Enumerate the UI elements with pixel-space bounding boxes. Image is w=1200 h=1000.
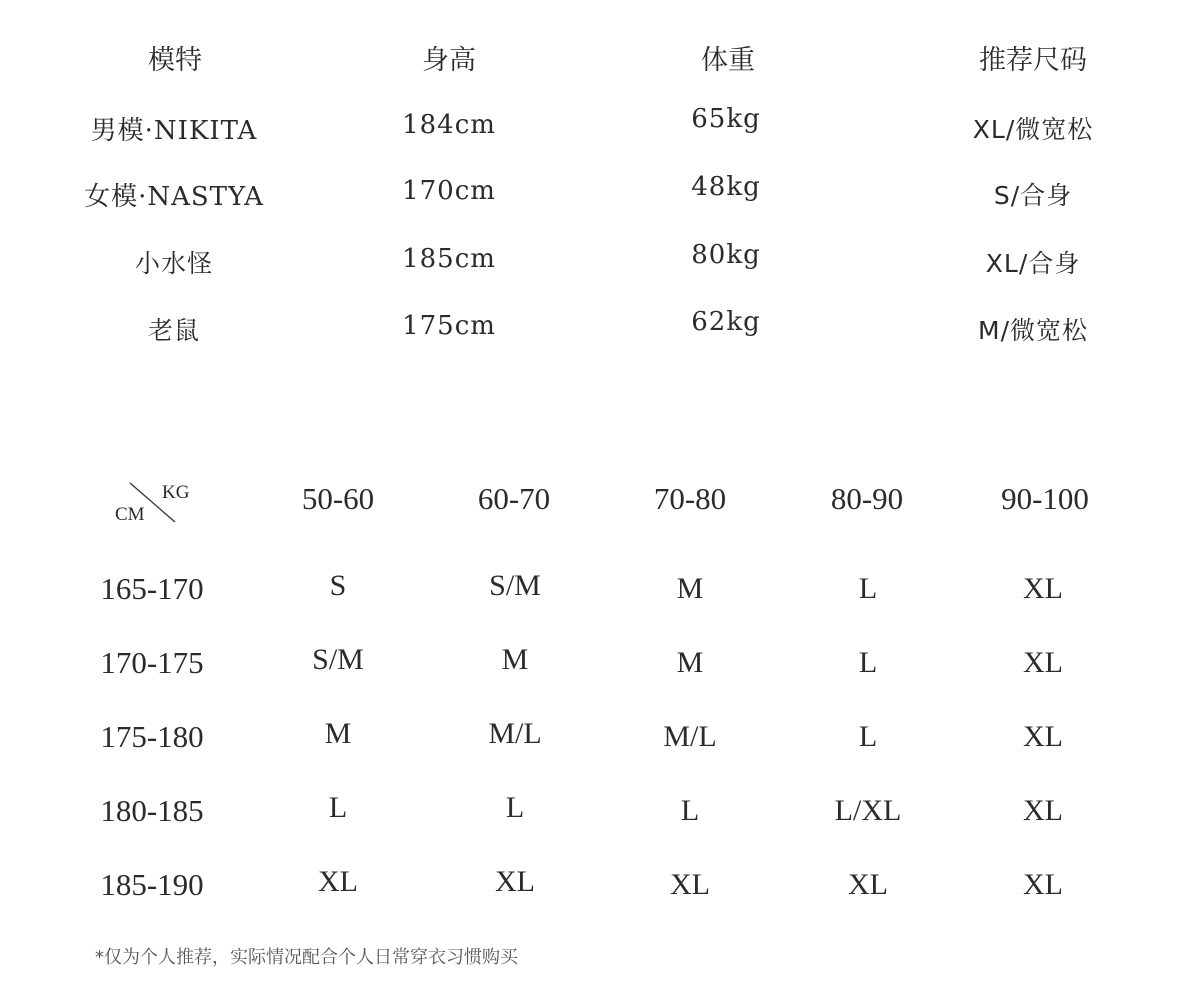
model-height: 170cm: [402, 176, 496, 206]
size-cell: XL: [670, 868, 710, 901]
weight-range-header: 50-60: [301, 481, 375, 516]
model-weight: 48kg: [691, 172, 761, 202]
size-cell: L: [858, 720, 878, 753]
model-height: 184cm: [402, 110, 496, 140]
size-cell: L: [505, 791, 525, 824]
size-cell: XL: [1023, 868, 1063, 901]
model-name: 老鼠: [147, 316, 201, 345]
size-cell: L: [328, 791, 348, 824]
size-cell: L: [680, 794, 700, 827]
model-size: XL/合身: [985, 249, 1081, 278]
size-cell: L: [858, 646, 878, 679]
corner-col-unit: KG: [162, 482, 190, 503]
weight-range-header: 60-70: [477, 481, 551, 516]
model-weight: 62kg: [691, 307, 761, 337]
size-cell: M/L: [488, 717, 542, 750]
header-weight: 体重: [701, 45, 755, 76]
size-cell: L/XL: [834, 794, 902, 827]
weight-range-header: 70-80: [653, 481, 727, 516]
header-height: 身高: [422, 45, 476, 76]
height-range-label: 185-190: [100, 867, 204, 902]
model-height: 185cm: [402, 244, 496, 274]
size-cell: M: [501, 643, 529, 676]
size-cell: S/M: [489, 569, 541, 602]
model-size: S/合身: [993, 181, 1073, 210]
height-range-label: 175-180: [100, 719, 204, 754]
weight-range-header: 90-100: [1001, 481, 1089, 516]
size-cell: XL: [848, 868, 888, 901]
footnote: *仅为个人推荐，实际情况配合个人日常穿衣习惯购买: [95, 947, 518, 968]
size-cell: L: [858, 572, 878, 605]
height-range-label: 180-185: [100, 793, 204, 828]
size-cell: S/M: [312, 643, 364, 676]
size-cell: M: [324, 717, 352, 750]
header-recommended-size: 推荐尺码: [979, 45, 1087, 76]
size-cell: S: [329, 569, 347, 602]
model-name: 小水怪: [134, 249, 214, 278]
model-name: 男模·NIKITA: [90, 116, 258, 146]
height-range-label: 165-170: [100, 571, 204, 606]
size-cell: XL: [495, 865, 535, 898]
model-size: M/微宽松: [978, 316, 1088, 345]
model-size: XL/微宽松: [972, 115, 1094, 144]
size-cell: M/L: [663, 720, 717, 753]
header-model: 模特: [148, 45, 202, 76]
size-cell: XL: [1023, 720, 1063, 753]
model-height: 175cm: [402, 311, 496, 341]
height-range-label: 170-175: [100, 645, 204, 680]
size-cell: XL: [1023, 646, 1063, 679]
model-weight: 80kg: [691, 240, 761, 270]
model-weight: 65kg: [691, 104, 761, 134]
size-cell: XL: [1023, 794, 1063, 827]
weight-range-header: 80-90: [830, 481, 904, 516]
size-cell: M: [676, 646, 704, 679]
corner-row-unit: CM: [115, 504, 145, 525]
size-cell: M: [676, 572, 704, 605]
size-cell: XL: [318, 865, 358, 898]
size-cell: XL: [1023, 572, 1063, 605]
model-name: 女模·NASTYA: [84, 182, 264, 212]
